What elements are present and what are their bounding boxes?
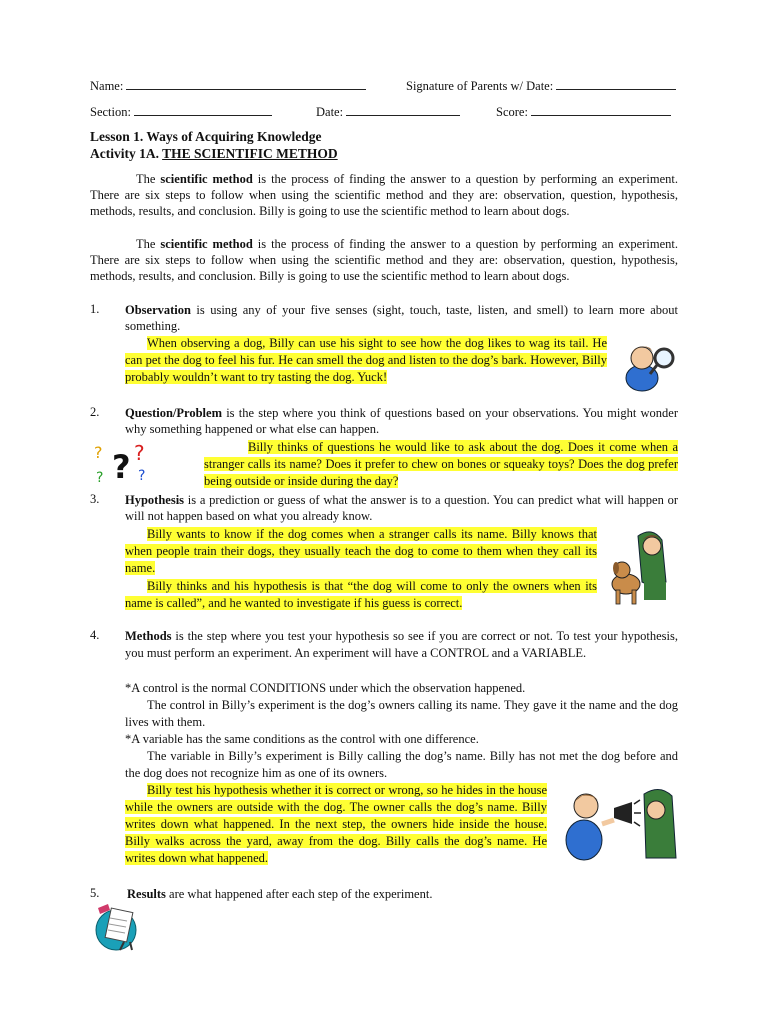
section-blank: [134, 103, 272, 116]
boy-magnifier-icon: [620, 338, 680, 392]
step-3-highlight-1-text: Billy wants to know if the dog comes when a stranger calls its name. Billy knows that when people train their dogs, they usually teach the dog to come to them when they call its name.: [125, 527, 597, 575]
section-label: Section:: [90, 105, 131, 119]
boy-calling-icon: [560, 784, 678, 862]
step-2-term: Question/Problem: [125, 406, 222, 420]
step-5-body: are what happened after each step of the experiment.: [165, 887, 433, 901]
intro-lead: The: [136, 172, 161, 186]
signature-label: Signature of Parents w/ Date:: [406, 79, 554, 93]
score-blank: [531, 103, 671, 116]
step-5-number: 5.: [90, 886, 100, 900]
step-4-highlight-text: Billy test his hypothesis whether it is correct or wrong, so he hides in the house while the owners are outside with the dog. The owner calls the dog’s name. Billy writes down what happened. In the next step, the owners hide inside the house. Billy walks across the yard, away from the dog. Billy calls the dog’s name. He writes down what happened.: [125, 783, 547, 865]
step-3-term: Hypothesis: [125, 493, 185, 507]
intro-rest: is the process of finding the answer to a question by performing an experiment. There are six steps to follow when using the scientific method and they are: observation, question, hypothesis, methods, results, and conclusion. Billy is going to use the scientific method to learn about dogs.: [90, 172, 678, 218]
step-3-body: is a prediction or guess of what the answer is to a question. You can predict what will happen or will not happen based on what you already know.: [125, 493, 678, 523]
step-5-text: [127, 886, 678, 902]
intro-term: scientific method: [160, 237, 253, 251]
section-field-row: [90, 103, 272, 120]
svg-text:?: ?: [96, 470, 104, 486]
step-2-highlight: [204, 439, 678, 490]
step-3-number: 3.: [90, 492, 100, 506]
lesson-title: Lesson 1. Ways of Acquiring Knowledge: [90, 129, 322, 144]
step-1-term: Observation: [125, 303, 191, 317]
intro-paragraph-2: [90, 236, 678, 284]
intro-paragraph-1: [90, 171, 678, 219]
activity-name: THE SCIENTIFIC METHOD: [162, 146, 338, 161]
step-4-text: [125, 628, 678, 662]
name-blank: [126, 77, 366, 90]
step-2-body: is the step where you think of questions based on your observations. You might wonder why something happened or what else can happen.: [125, 406, 678, 436]
score-field-row: [496, 103, 671, 120]
date-label: Date:: [316, 105, 344, 119]
date-blank: [346, 103, 460, 116]
step-3-highlight-2-text: Billy thinks and his hypothesis is that “the dog will come to only the owners when its name is called”, and he wanted to investigate if his guess is correct.: [125, 579, 597, 610]
name-label: Name:: [90, 79, 124, 93]
question-marks-icon: [90, 440, 154, 488]
variable-example: The variable in Billy’s experiment is Billy calling the dog’s name. Billy has not met the dog before and the dog does not recognize him as one of its owners.: [125, 749, 678, 780]
step-1-number: 1.: [90, 302, 100, 316]
variable-definition: *A variable has the same conditions as the control with one difference.: [125, 732, 479, 746]
step-1-body: is using any of your five senses (sight, touch, taste, listen, and smell) to learn more about something.: [125, 303, 678, 333]
step-3-highlight-2: [125, 578, 597, 612]
step-3-highlight-1: [125, 526, 597, 577]
date-field-row: [316, 103, 460, 120]
score-label: Score:: [496, 105, 528, 119]
step-5-term: Results: [127, 887, 166, 901]
step-1-highlight-text: When observing a dog, Billy can use his sight to see how the dog likes to wag its tail. He can pet the dog to feel his fur. He can smell the dog and listen to the dog’s bark. However, Billy probably wouldn’t want to try tasting the dog. Yuck!: [125, 336, 607, 384]
svg-text:?: ?: [134, 441, 145, 465]
step-1-text: [125, 302, 678, 334]
svg-text:?: ?: [94, 443, 103, 462]
step-4-number: 4.: [90, 628, 100, 642]
signature-blank: [556, 77, 676, 90]
girl-with-dog-icon: [608, 526, 676, 610]
step-2-highlight-text: Billy thinks of questions he would like to ask about the dog. Does it come when a stranger calls its name? Does it prefer to chew on bones or squeaky toys? Does the dog prefer being outside or inside during the day?: [204, 440, 678, 488]
control-example: The control in Billy’s experiment is the dog’s owners calling its name. They gave it the name and the dog lives with them.: [125, 698, 678, 729]
step-4-body: is the step where you test your hypothesis so see if you are correct or not. To test your hypothesis, you must perform an experiment. An experiment will have a CONTROL and a VARIABLE.: [125, 629, 678, 660]
control-definition: *A control is the normal CONDITIONS under which the observation happened.: [125, 681, 526, 695]
step-4-term: Methods: [125, 629, 172, 643]
step-2-number: 2.: [90, 405, 100, 419]
svg-text:?: ?: [112, 448, 131, 486]
name-field-row: [90, 77, 366, 94]
intro-rest: is the process of finding the answer to a question by performing an experiment. There are six steps to follow when using the scientific method and they are: observation, question, hypothesis, methods, results, and conclusion. Billy is going to use the scientific method to learn about dogs.: [90, 237, 678, 283]
activity-prefix: Activity 1A.: [90, 146, 163, 161]
intro-lead: The: [136, 237, 161, 251]
signature-field-row: [406, 77, 676, 94]
intro-term: scientific method: [160, 172, 253, 186]
step-1-highlight: [125, 335, 607, 386]
notepad-icon: [94, 902, 140, 952]
step-3-text: [125, 492, 678, 524]
activity-title: [90, 146, 338, 162]
step-2-text: [125, 405, 678, 437]
step-4-highlight: [125, 782, 547, 867]
svg-text:?: ?: [138, 468, 146, 484]
